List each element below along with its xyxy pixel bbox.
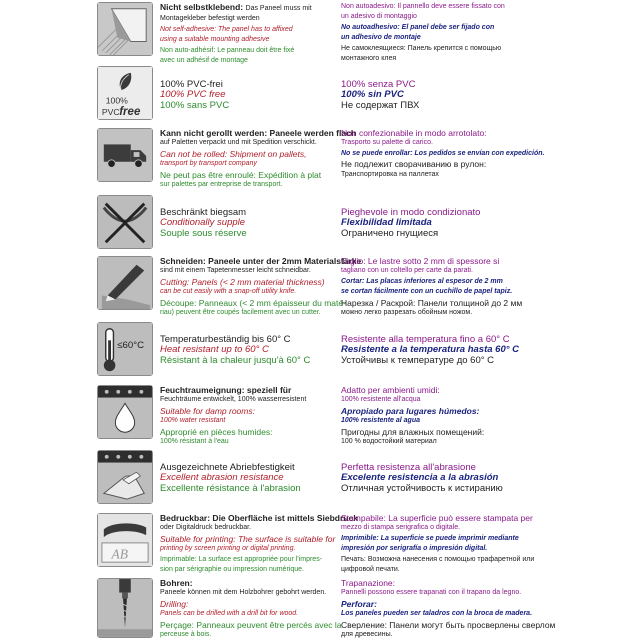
de-line: Feuchträume entwickelt, 100% wasserresistent xyxy=(160,396,307,404)
en-line: can be cut easily with a snap-off utility knife. xyxy=(160,288,297,296)
ru-line: можно легко разрезать обойным ножом. xyxy=(341,309,473,317)
en-line: printing by screen printing or digital printing. xyxy=(160,545,296,553)
en-line: Not self-adhesive: The panel has to affixed xyxy=(160,25,293,33)
en-line: Suitable for printing: The surface is suitable for xyxy=(160,533,336,544)
pvc-text-1: 100% xyxy=(105,95,128,106)
it-line: mezzo di stampa serigrafica o digitale. xyxy=(341,524,461,532)
de-line: Montagekleber befestigt werden xyxy=(160,15,260,23)
es-line: impresión por serigrafía o impresión digital. xyxy=(341,545,488,553)
de-line: Bohren: xyxy=(160,578,193,588)
fr-line: Excellente résistance à l'abrasion xyxy=(160,482,301,494)
it-line: un adesivo di montaggio xyxy=(341,13,417,21)
thermometer-icon xyxy=(97,322,153,376)
de-line: oder Digitaldruck bedruckbar. xyxy=(160,524,252,532)
es-line: Los paneles pueden ser taladros con la broca de madera. xyxy=(341,610,533,618)
de-line: Schneiden: Paneele unter der 2mm Materialstärke xyxy=(160,256,362,266)
pvc-text-3: free xyxy=(119,106,141,119)
de-line: Paneele können mit dem Holzbohrer gebohrt werden. xyxy=(160,589,327,597)
de-line: Beschränkt biegsam xyxy=(160,207,247,218)
es-line: se cortan fácilmente con un cuchillo de papel tapiz. xyxy=(341,288,513,296)
fr-line: Perçage: Panneaux peuvent être percés avec la xyxy=(160,619,342,630)
fr-line: sion par sérigraphie ou impression numérique. xyxy=(160,566,304,574)
it-line: Adatto per ambienti umidi: xyxy=(341,385,440,395)
print-letters: AB xyxy=(111,546,128,562)
ru-line: Устойчивы к температуре до 60° C xyxy=(341,354,495,366)
de-line: auf Paletten verpackt und mit Spedition verschickt. xyxy=(160,139,317,147)
en-line: Suitable for damp rooms: xyxy=(160,405,255,416)
ru-line: Ограничено гнущиеся xyxy=(341,227,439,239)
en-line: Can not be rolled: Shipment on pallets, xyxy=(160,148,307,159)
it-line: Non confezionabile in modo arrotolato: xyxy=(341,128,487,138)
adhesive-back-icon xyxy=(97,2,153,56)
ru-line: Транспортировка на паллетах xyxy=(341,170,439,178)
it-line: Non autoadesivo: Il pannello deve essere fissato con xyxy=(341,3,505,10)
de-line: Feuchtraumeignung: speziell für xyxy=(160,385,292,395)
fr-line: Résistant à la chaleur jusqu'à 60° C xyxy=(160,354,311,366)
es-line: Imprimible: La superficie se puede imprimir mediante xyxy=(341,534,519,542)
it-line: Perfetta resistenza all'abrasione xyxy=(341,462,476,473)
ru-line: для древесины. xyxy=(341,631,393,639)
printing-roller-icon xyxy=(97,513,153,567)
de-line: Ausgezeichnete Abriebfestigkeit xyxy=(160,462,295,473)
it-line: Stampabile: La superficie può essere stampata per xyxy=(341,513,533,523)
fr-line: 100% sans PVC xyxy=(160,99,230,111)
es-line: Resistente a la temperatura hasta 60° C xyxy=(341,344,520,356)
ru-line: Отличная устойчивость к истиранию xyxy=(341,482,503,494)
de-line: Kann nicht gerollt werden: Paneele werden flach xyxy=(160,128,357,138)
cutter-knife-icon xyxy=(97,256,153,310)
fr-line: avec un adhésif de montage xyxy=(160,57,248,65)
ru-line: 100 % водостойкий материал xyxy=(341,438,437,446)
es-line: Cortar: Las placas inferiores al espesor de 2 mm xyxy=(341,277,503,285)
ru-line: Печать: Возможна нанесения с помощью трафаретной или xyxy=(341,555,535,563)
pvc-text-2: PVC xyxy=(101,107,120,118)
it-line: Trapanazione: xyxy=(341,578,396,588)
drill-icon xyxy=(97,578,153,638)
fr-line: Non auto-adhésif: Le panneau doit être fixé xyxy=(160,46,295,54)
pvc-free-leaf-icon xyxy=(97,66,153,120)
it-line: Taglio: Le lastre sotto 2 mm di spessore si xyxy=(341,256,500,266)
es-line: Excelente resistencia a la abrasión xyxy=(341,472,499,484)
de-line: Bedruckbar: Die Oberfläche ist mittels Siebdruck xyxy=(160,513,358,523)
it-line: Pieghevole in modo condizionato xyxy=(341,207,481,218)
not-bendable-icon xyxy=(97,195,153,249)
fr-line: perceuse à bois. xyxy=(160,631,212,639)
es-line: Flexibilidad limitada xyxy=(341,217,432,229)
it-line: 100% senza PVC xyxy=(341,79,416,90)
fr-line: Ne peut pas être enroulé: Expédition à plat xyxy=(160,169,322,180)
de-line: Das Paneel muss mit xyxy=(245,5,312,12)
it-line: Pannelli possono essere trapanati con il trapano da legno. xyxy=(341,589,522,597)
en-line: Heat resistant up to 60° C xyxy=(160,344,269,356)
ru-line: цифровой печати. xyxy=(341,566,400,574)
it-line: 100% resistente all'acqua xyxy=(341,396,421,404)
ru-line: Не содержат ПВХ xyxy=(341,99,420,111)
de-line: Temperaturbeständig bis 60° C xyxy=(160,334,291,345)
en-line: 100% water resistant xyxy=(160,417,226,425)
fr-line: Imprimable: La surface est appropriée pour l'impres- xyxy=(160,555,323,563)
it-line: tagliano con un coltello per carte da parati. xyxy=(341,267,473,275)
es-line: No se puede enrollar: Los pedidos se envían con expedición. xyxy=(341,149,545,157)
ru-line: монтажного клея xyxy=(341,55,397,63)
en-line: Cutting: Panels (< 2 mm material thickness) xyxy=(160,276,325,287)
it-line: Trasporto su palette di carico. xyxy=(341,139,433,147)
en-line: using a suitable mounting adhesive xyxy=(160,36,270,44)
en-line: Conditionally supple xyxy=(160,217,246,229)
water-drop-icon xyxy=(97,385,153,439)
es-line: 100% resistente al agua xyxy=(341,417,420,425)
fr-line: Approprié en pièces humides: xyxy=(160,426,273,437)
abrasion-hand-icon xyxy=(97,450,153,504)
ru-line: Пригодны для влажных помещений: xyxy=(341,426,485,437)
ru-line: Сверление: Панели могут быть просверлены сверлом xyxy=(341,619,556,630)
es-line: Perforar: xyxy=(341,598,377,609)
temp-label: ≤60°C xyxy=(117,340,145,352)
es-line: 100% sin PVC xyxy=(341,89,404,101)
de-line: sind mit einem Tapetenmesser leicht schneidbar. xyxy=(160,267,311,275)
de-line: 100% PVC-frei xyxy=(160,79,223,90)
ru-line: Не подлежит сворачиванию в рулон: xyxy=(341,159,487,170)
fr-line: Souple sous réserve xyxy=(160,227,247,239)
fr-line: sur palettes par entreprise de transport. xyxy=(160,181,283,189)
ru-line: Нарезка / Раскрой: Панели толщиной до 2 мм xyxy=(341,297,523,308)
fr-line: 100% résistant à l'eau xyxy=(160,438,229,446)
es-line: No autoadhesivo: El panel debe ser fijado con xyxy=(341,23,495,31)
en-line: Excellent abrasion resistance xyxy=(160,472,284,484)
delivery-truck-icon xyxy=(97,128,153,182)
en-line: Drilling: xyxy=(160,598,189,609)
fr-line: Découpe: Panneaux (< 2 mm épaisseur du maté- xyxy=(160,297,346,308)
fr-line: riau) peuvent être coupés facilement avec un cutter. xyxy=(160,309,321,317)
it-line: Resistente alla temperatura fino a 60° C xyxy=(341,334,510,345)
es-line: un adhesivo de montaje xyxy=(341,34,421,42)
en-line: 100% PVC free xyxy=(160,89,226,101)
ru-line: Не самоклеящиеся: Панель крепится с помощью xyxy=(341,44,502,52)
en-line: transport by transport company xyxy=(160,160,257,168)
es-line: Apropiado para lugares húmedos: xyxy=(341,405,480,416)
en-line: Panels can be drilled with a drill bit for wood. xyxy=(160,610,299,618)
